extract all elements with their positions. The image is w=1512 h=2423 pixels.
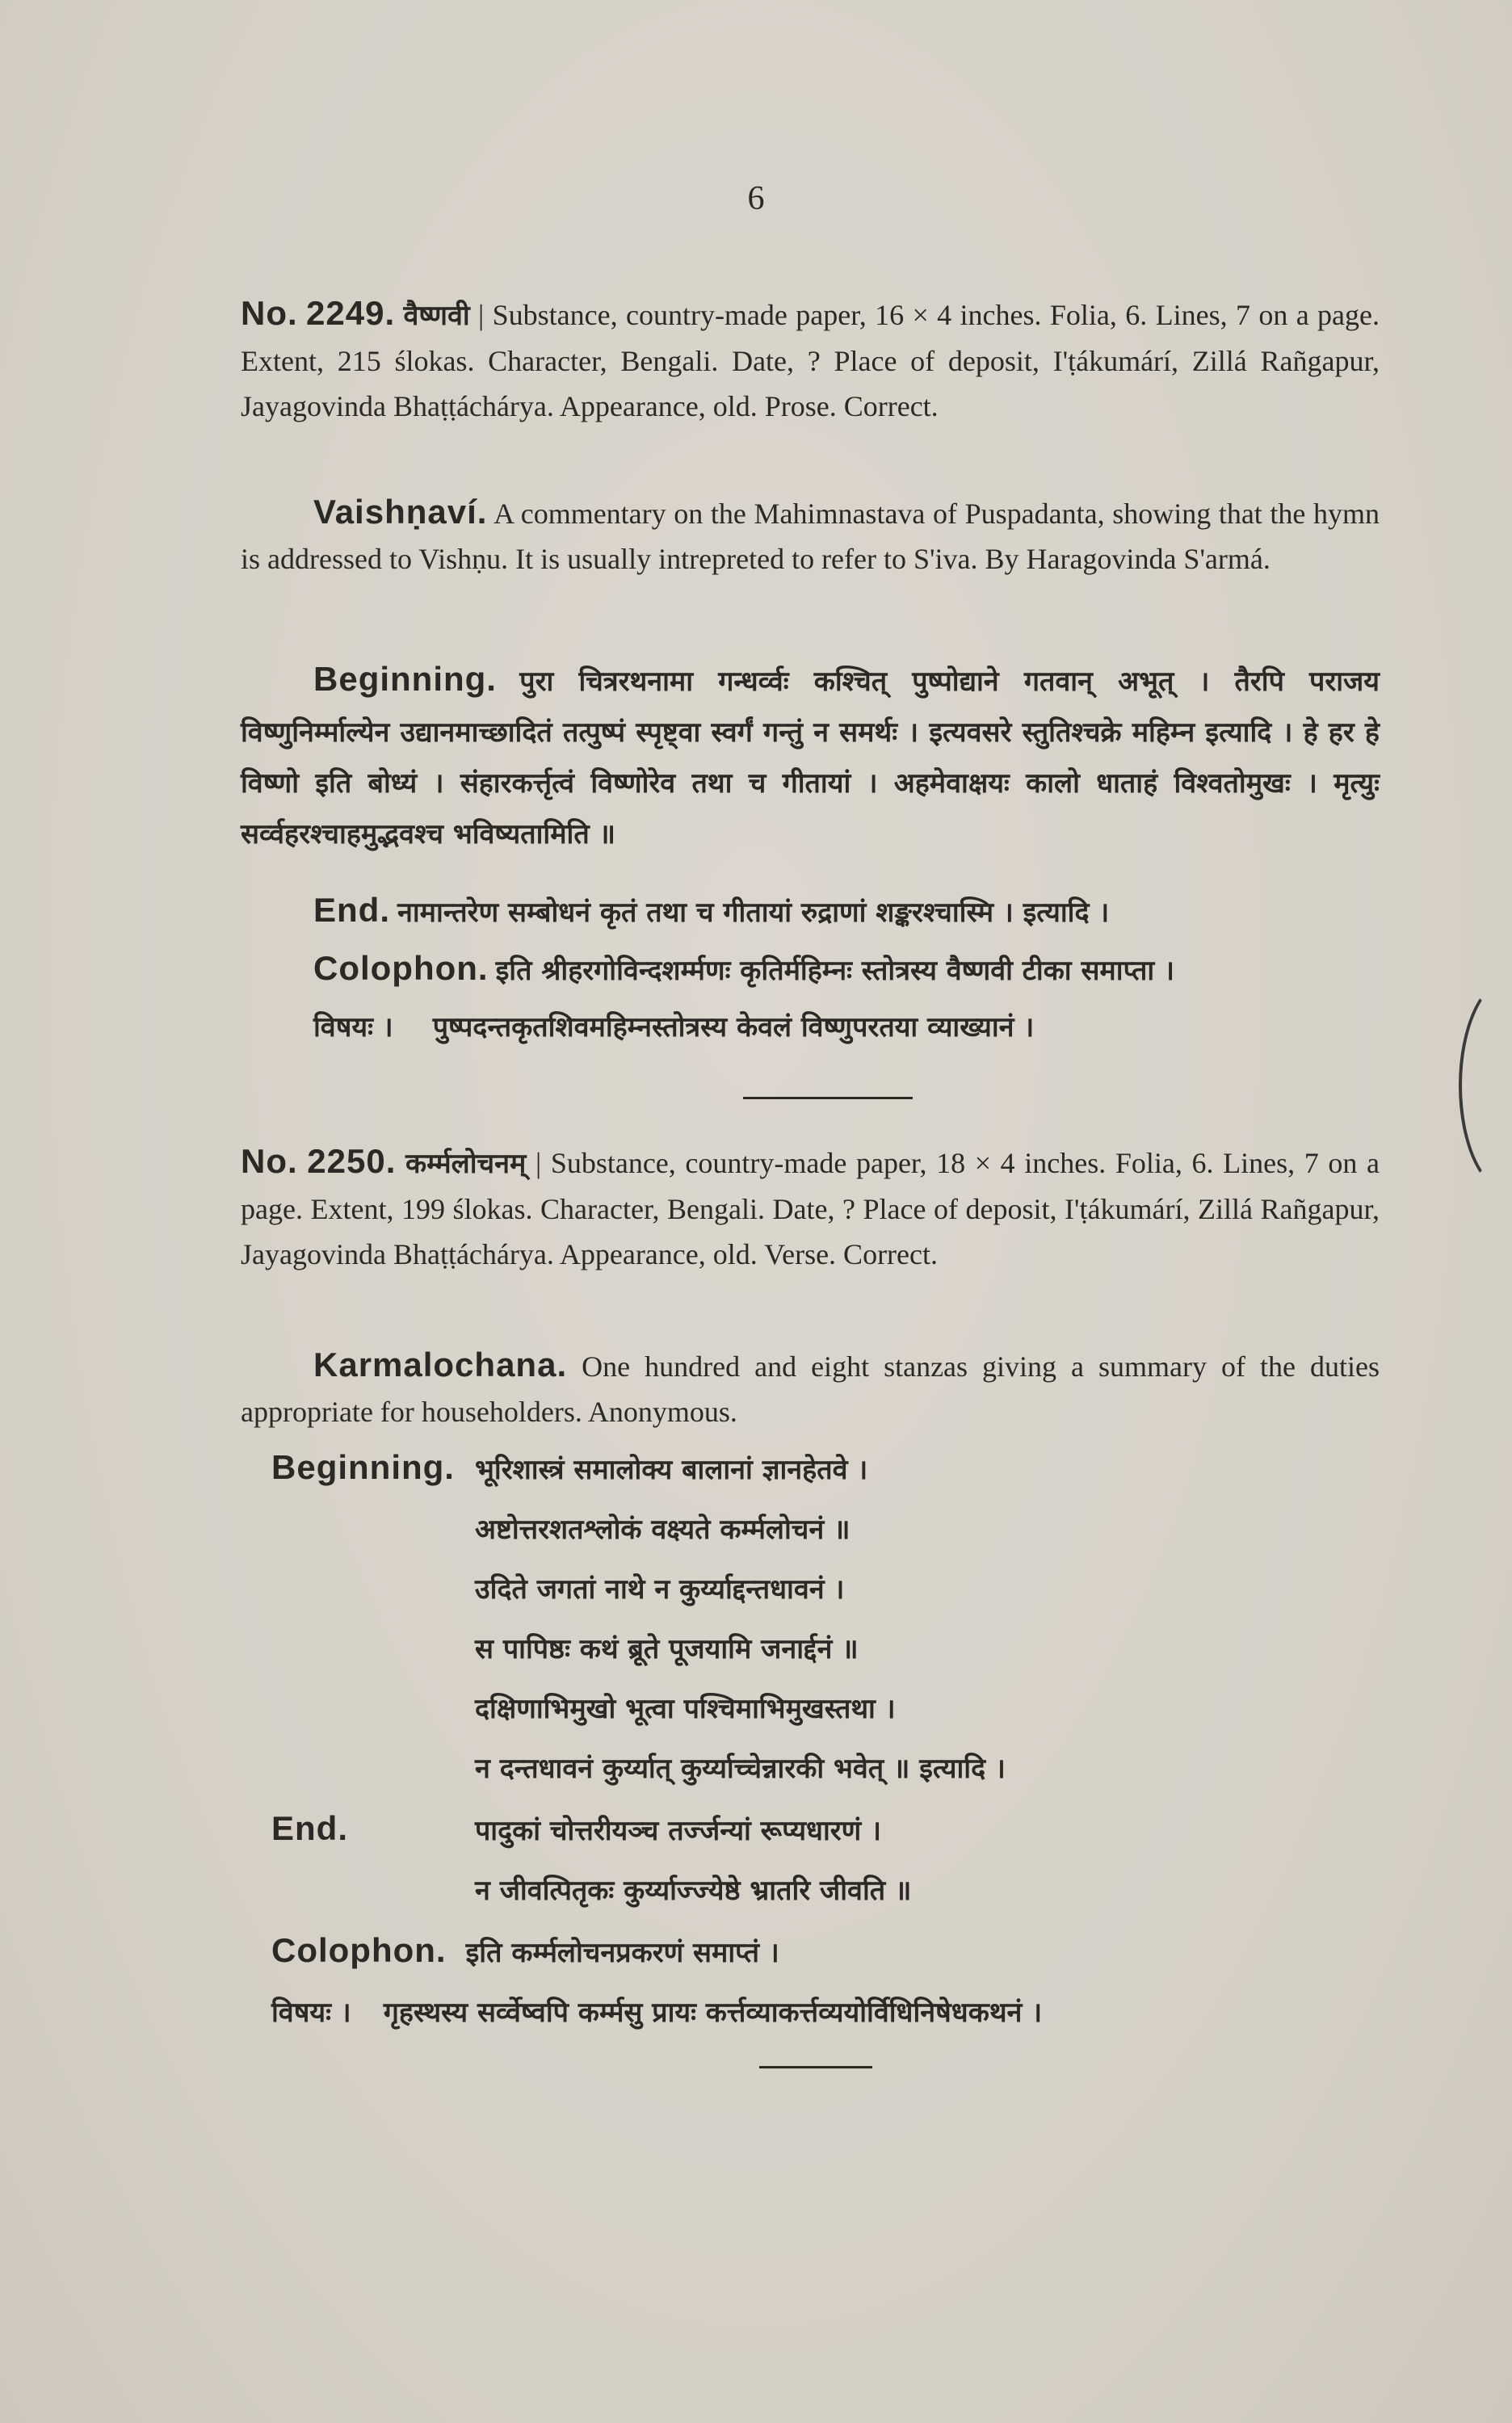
entry-physical-description: Substance, country-made paper, 16 × 4 inches. Folia, 6. Lines, 7 on a page. Extent, 215 ślokas. Character, Bengali. Date, ? Place of deposit, I'ṭákumárí, Zillá Rañgapur, Jayagovinda Bhaṭṭáchárya. Appearance, old. Prose. Correct. (241, 299, 1380, 422)
entry-sanskrit-title: वैष्णवी (403, 300, 470, 332)
subject-text: गृहस्थस्य सर्व्वेष्वपि कर्म्मसु प्रायः कर्त्तव्याकर्त्तव्ययोर्विधिनिषेधकथनं । (383, 1997, 1043, 2029)
entry-header (241, 1139, 1380, 1277)
colophon-text: इति कर्म्मलोचनप्रकरणं समाप्तं । (465, 1937, 779, 1969)
verse-line: न जीवत्पितृकः कुर्य्याज्ज्येष्ठे भ्रातरि जीवति ॥ (475, 1875, 912, 1907)
entry-physical-description: Substance, country-made paper, 18 × 4 inches. Folia, 6. Lines, 7 on a page. Extent, 199 ślokas. Character, Bengali. Date, ? Place of deposit, I'ṭákumárí, Zillá Rañgapur, Jayagovinda Bhaṭṭáchárya. Appearance, old. Verse. Correct. (241, 1147, 1380, 1270)
verse-line: भूरिशास्त्रं समालोक्य बालानां ज्ञानहेतवे । (475, 1454, 868, 1486)
entry-number-label: No. (241, 294, 298, 332)
colophon-label: Colophon. (271, 1931, 447, 1969)
colophon-text: इति श्रीहरगोविन्दशर्म्मणः कृतिर्महिम्नः स्तोत्रस्य वैष्णवी टीका समाप्ता । (495, 955, 1174, 987)
entry-header (241, 291, 1380, 429)
colophon-label: Colophon. (313, 949, 489, 987)
end-label: End. (271, 1809, 348, 1847)
entry-2249 (241, 291, 1380, 429)
work-description: One hundred and eight stanzas giving a summary of the duties appropriate for householders. Anonymous. (241, 1350, 1380, 1428)
entry-2250-description (241, 1342, 1380, 1434)
danda-separator: | (535, 1147, 542, 1179)
verse-line: स पापिष्ठः कथं ब्रूते पूजयामि जनार्द्दनं ॥ (475, 1633, 859, 1665)
danda-separator: | (478, 299, 485, 331)
entry-2249-colophon (241, 943, 1380, 996)
subject-label: विषयः । (313, 1011, 393, 1044)
subject-text: पुष्पदन्तकृतशिवमहिम्नस्तोत्रस्य केवलं विष्णुपरतया व्याख्यानं । (432, 1011, 1035, 1044)
beginning-label: Beginning. (313, 660, 497, 698)
entry-number: 2249. (306, 294, 396, 332)
entry-number: 2250. (307, 1142, 397, 1180)
beginning-text: पुरा चित्ररथनामा गन्धर्व्वः कश्चित् पुष्पोद्याने गतवान् अभूत् । तैरपि पराजय विष्णुनिर्म्माल्येन उद्यानमाच्छादितं तत्पुष्पं स्पृष्ट्वा स्वर्गं गन्तुं न समर्थः । इत्यवसरे स्तुतिश्चक्रे महिम्न इत्यादि । हे हर हे विष्णो इति बोध्यं । संहारकर्त्तृत्वं विष्णोरेव तथा च गीतायां । अहमेवाक्षयः कालो धाताहं विश्वतोमुखः । मृत्युः सर्व्वहरश्चाहमुद्भवश्च भविष्यतामिति ॥ (241, 666, 1380, 850)
verse-line: अष्टोत्तरशतश्लोकं वक्ष्यते कर्म्मलोचनं ॥ (475, 1514, 850, 1546)
verse-line: पादुकां चोत्तरीयञ्च तर्ज्जन्यां रूप्यधारणं । (475, 1815, 881, 1847)
beginning-label: Beginning. (271, 1448, 455, 1486)
end-label: End. (313, 891, 390, 929)
verse-line: दक्षिणाभिमुखो भूत्वा पश्चिमाभिमुखस्तथा । (475, 1693, 896, 1725)
entry-sanskrit-title: कर्म्मलोचनम् (405, 1148, 527, 1180)
page-number: 6 (747, 180, 765, 217)
verse-line: उदिते जगतां नाथे न कुर्य्याद्दन्तधावनं । (475, 1573, 845, 1606)
verse-line: न दन्तधावनं कुर्य्यात् कुर्य्याच्चेन्नारकी भवेत् ॥ इत्यादि । (475, 1753, 1006, 1785)
end-text: नामान्तरेण सम्बोधनं कृतं तथा च गीतायां रुद्राणां शङ्करश्चास्मि । इत्यादि । (397, 897, 1110, 929)
entry-2250-beginning (241, 1438, 1380, 2043)
entry-2250 (241, 1139, 1380, 1277)
subject-label: विषयः । (271, 1997, 351, 2029)
end-divider (759, 2066, 872, 2068)
entry-number-label: No. (241, 1142, 298, 1180)
work-description: A commentary on the Mahimnastava of Puspadanta, showing that the hymn is addressed to Vishṇu. It is usually intrepreted to refer to S'iva. By Haragovinda S'armá. (241, 498, 1380, 575)
entry-divider (743, 1097, 913, 1099)
work-title: Karmalochana. (313, 1346, 568, 1384)
work-title: Vaishṇaví. (313, 493, 488, 531)
entry-2249-end (241, 885, 1380, 938)
entry-2249-beginning (241, 654, 1380, 859)
entry-2249-subject (241, 1002, 1380, 1052)
margin-arc-decoration (1459, 977, 1512, 1194)
entry-2249-description (241, 489, 1380, 582)
